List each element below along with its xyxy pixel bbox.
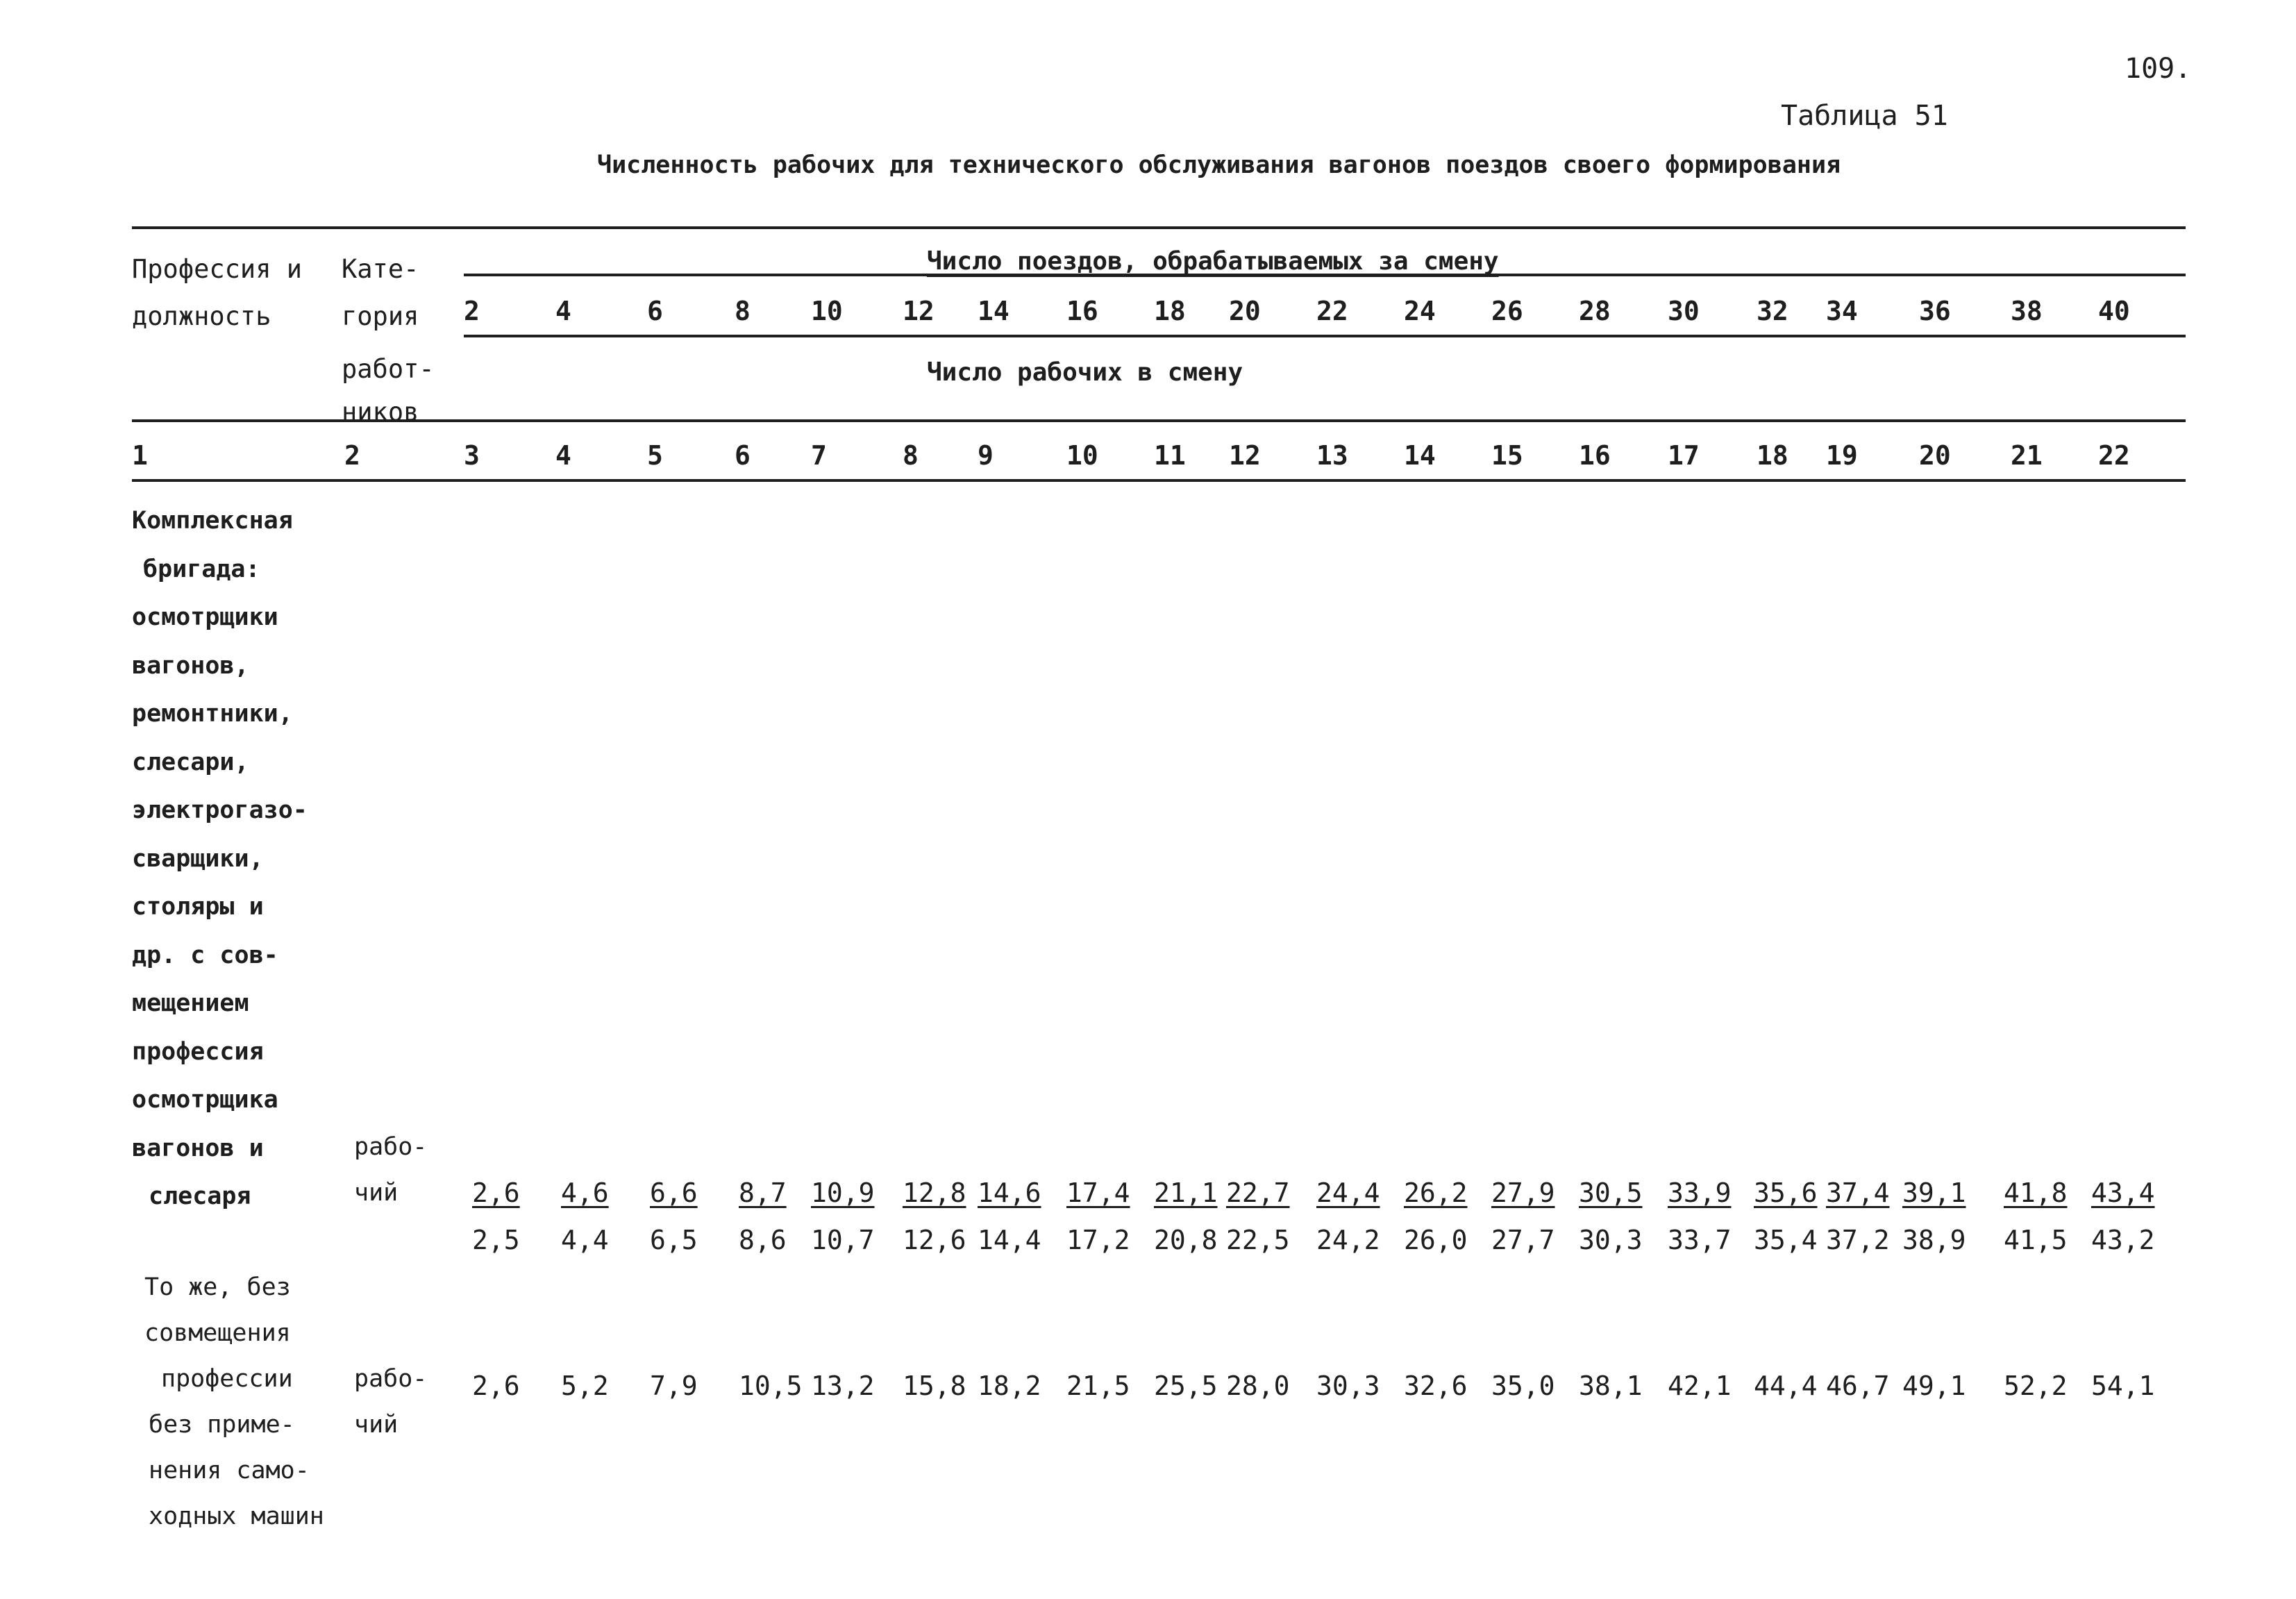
category-line: чий (354, 1179, 399, 1207)
profession-line: мещением (132, 989, 249, 1017)
value-bottom: 38,9 (1902, 1225, 1966, 1255)
trains-value: 36 (1919, 296, 1951, 326)
profession-line: осмотрщики (132, 603, 278, 631)
trains-value: 18 (1154, 296, 1186, 326)
trains-value: 20 (1229, 296, 1261, 326)
profession-line: нения само- (149, 1457, 310, 1484)
column-number: 2 (344, 440, 360, 471)
value-top: 43,4 (2091, 1178, 2155, 1208)
trains-value: 16 (1066, 296, 1098, 326)
value-top: 30,5 (1579, 1178, 1643, 1208)
value: 15,8 (903, 1371, 966, 1401)
table-label: Таблица 51 (1781, 100, 1948, 132)
value-top: 27,9 (1491, 1178, 1555, 1208)
value: 35,0 (1491, 1371, 1555, 1401)
column-number: 14 (1404, 440, 1436, 471)
profession-line: ремонтники, (132, 700, 293, 728)
value-bottom: 6,5 (650, 1225, 698, 1255)
profession-line: вагонов, (132, 651, 249, 680)
rule-header-bottom (132, 419, 2186, 422)
column-number: 9 (978, 440, 994, 471)
profession-line: электрогазо- (132, 796, 308, 824)
header-category-line: ников (342, 397, 419, 427)
trains-value: 14 (978, 296, 1009, 326)
column-number: 8 (903, 440, 919, 471)
value: 52,2 (2004, 1371, 2068, 1401)
value-top: 21,1 (1154, 1178, 1218, 1208)
value-top: 33,9 (1668, 1178, 1732, 1208)
value-bottom: 27,7 (1491, 1225, 1555, 1255)
category-line: рабо- (354, 1133, 428, 1161)
value-bottom: 43,2 (2091, 1225, 2155, 1255)
column-number: 17 (1668, 440, 1700, 471)
value-bottom: 35,4 (1754, 1225, 1818, 1255)
value-bottom: 2,5 (472, 1225, 520, 1255)
column-number: 5 (647, 440, 663, 471)
value-bottom: 22,5 (1226, 1225, 1290, 1255)
value: 42,1 (1668, 1371, 1732, 1401)
header-profession-line: должность (132, 301, 271, 331)
column-number: 10 (1066, 440, 1098, 471)
page-number: 109. (2125, 53, 2192, 85)
profession-line: без приме- (149, 1411, 295, 1439)
value-top: 35,6 (1754, 1178, 1818, 1208)
column-number: 12 (1229, 440, 1261, 471)
value-top: 4,6 (561, 1178, 609, 1208)
profession-line: профессия (132, 1037, 264, 1066)
value: 2,6 (472, 1371, 520, 1401)
value-bottom: 41,5 (2004, 1225, 2068, 1255)
trains-value: 40 (2098, 296, 2130, 326)
trains-value: 2 (464, 296, 480, 326)
trains-value: 26 (1491, 296, 1523, 326)
value-top: 26,2 (1404, 1178, 1468, 1208)
column-number: 20 (1919, 440, 1951, 471)
header-category-line: гория (342, 301, 419, 331)
trains-value: 12 (903, 296, 935, 326)
trains-value: 34 (1826, 296, 1858, 326)
value: 18,2 (978, 1371, 1041, 1401)
trains-value: 22 (1316, 296, 1348, 326)
trains-value: 4 (555, 296, 571, 326)
category-line: рабо- (354, 1365, 428, 1393)
trains-value: 28 (1579, 296, 1611, 326)
profession-line: бригада: (143, 555, 260, 583)
value: 44,4 (1754, 1371, 1818, 1401)
value-top: 39,1 (1902, 1178, 1966, 1208)
profession-line: слесари, (132, 748, 249, 776)
rule-top (132, 226, 2186, 229)
value: 21,5 (1066, 1371, 1130, 1401)
trains-value: 6 (647, 296, 663, 326)
value-top: 10,9 (811, 1178, 875, 1208)
value-bottom: 12,6 (903, 1225, 966, 1255)
column-number: 4 (555, 440, 571, 471)
value-top: 12,8 (903, 1178, 966, 1208)
trains-value: 24 (1404, 296, 1436, 326)
trains-value: 8 (735, 296, 751, 326)
value-bottom: 10,7 (811, 1225, 875, 1255)
column-number: 1 (132, 440, 148, 471)
trains-caption: Число поездов, обрабатываемых за смену (927, 247, 1499, 276)
profession-line: профессии (161, 1365, 293, 1393)
column-number: 21 (2011, 440, 2043, 471)
column-number: 19 (1826, 440, 1858, 471)
column-number: 16 (1579, 440, 1611, 471)
value-bottom: 4,4 (561, 1225, 609, 1255)
profession-line: вагонов и (132, 1134, 264, 1162)
value: 38,1 (1579, 1371, 1643, 1401)
column-number: 15 (1491, 440, 1523, 471)
workers-caption: Число рабочих в смену (927, 358, 1243, 387)
value-bottom: 30,3 (1579, 1225, 1643, 1255)
value-top: 22,7 (1226, 1178, 1290, 1208)
value: 54,1 (2091, 1371, 2155, 1401)
column-number: 11 (1154, 440, 1186, 471)
rule-trains-values (464, 335, 2186, 337)
value-top: 2,6 (472, 1178, 520, 1208)
column-number: 7 (811, 440, 827, 471)
category-line: чий (354, 1411, 399, 1439)
value-top: 8,7 (739, 1178, 787, 1208)
column-number: 13 (1316, 440, 1348, 471)
profession-line: ходных машин (149, 1502, 324, 1530)
profession-line: Комплексная (132, 507, 293, 535)
value-top: 6,6 (650, 1178, 698, 1208)
profession-line: слесаря (149, 1182, 251, 1210)
value: 28,0 (1226, 1371, 1290, 1401)
column-number: 6 (735, 440, 751, 471)
rule-column-numbers (132, 479, 2186, 482)
column-number: 18 (1757, 440, 1788, 471)
header-profession-line: Профессия и (132, 254, 303, 284)
value-bottom: 8,6 (739, 1225, 787, 1255)
profession-line: совмещения (144, 1319, 291, 1347)
profession-line: др. с сов- (132, 941, 278, 969)
value-top: 37,4 (1826, 1178, 1890, 1208)
column-number: 3 (464, 440, 480, 471)
value: 32,6 (1404, 1371, 1468, 1401)
value-top: 24,4 (1316, 1178, 1380, 1208)
value: 5,2 (561, 1371, 609, 1401)
header-category-line: Кате- (342, 254, 419, 284)
trains-value: 32 (1757, 296, 1788, 326)
value-top: 17,4 (1066, 1178, 1130, 1208)
value-bottom: 33,7 (1668, 1225, 1732, 1255)
value: 10,5 (739, 1371, 803, 1401)
value-bottom: 37,2 (1826, 1225, 1890, 1255)
profession-line: осмотрщика (132, 1086, 278, 1114)
column-number: 22 (2098, 440, 2130, 471)
header-category-line: работ- (342, 354, 435, 384)
value-top: 14,6 (978, 1178, 1041, 1208)
value-bottom: 20,8 (1154, 1225, 1218, 1255)
trains-value: 10 (811, 296, 843, 326)
value-top: 41,8 (2004, 1178, 2068, 1208)
trains-value: 30 (1668, 296, 1700, 326)
value-bottom: 14,4 (978, 1225, 1041, 1255)
value: 25,5 (1154, 1371, 1218, 1401)
profession-line: То же, без (144, 1273, 291, 1301)
value-bottom: 26,0 (1404, 1225, 1468, 1255)
value: 46,7 (1826, 1371, 1890, 1401)
table-title: Численность рабочих для технического обслуживания вагонов поездов своего формирования (597, 151, 1841, 179)
value-bottom: 17,2 (1066, 1225, 1130, 1255)
profession-line: сварщики, (132, 844, 264, 873)
value: 7,9 (650, 1371, 698, 1401)
value: 49,1 (1902, 1371, 1966, 1401)
value: 30,3 (1316, 1371, 1380, 1401)
profession-line: столяры и (132, 893, 264, 921)
value-bottom: 24,2 (1316, 1225, 1380, 1255)
value: 13,2 (811, 1371, 875, 1401)
trains-value: 38 (2011, 296, 2043, 326)
